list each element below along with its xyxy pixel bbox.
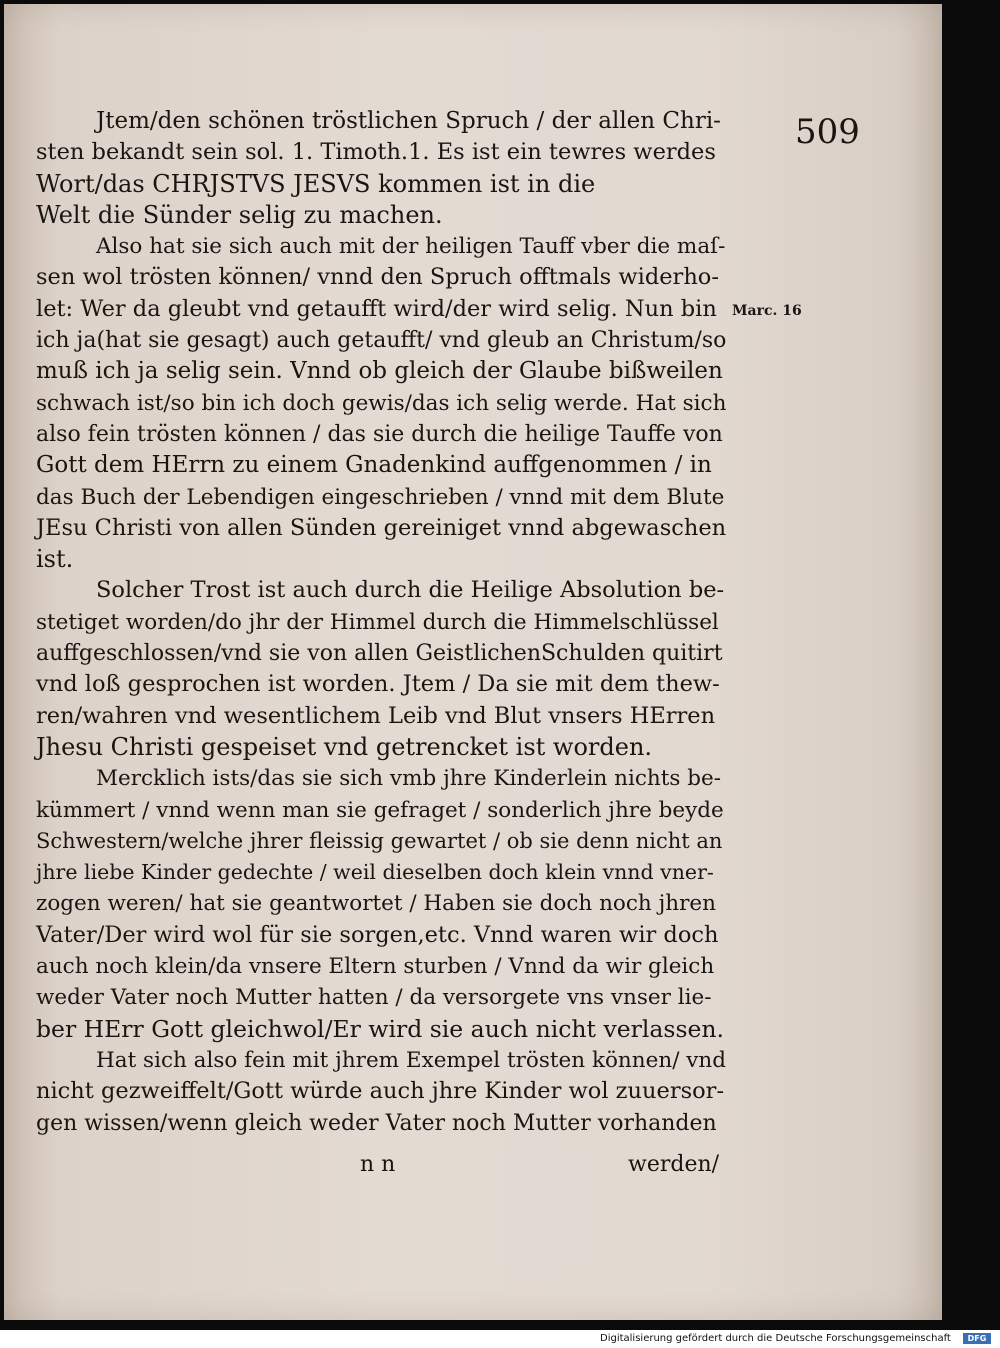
text-line: ber HErr Gott gleichwol/Er wird sie auch nicht verlassen. — [36, 1014, 725, 1043]
text-line: zogen weren/ hat sie geantwortet / Haben sie doch noch jhren — [36, 891, 716, 917]
text-line: Jtem/den schönen tröstlichen Spruch / der allen Chri- — [96, 108, 721, 134]
catchword: werden/ — [628, 1152, 720, 1177]
text-line: Jhesu Christi gespeiset vnd getrencket ist worden. — [36, 732, 653, 761]
text-line: sen wol trösten können/ vnnd den Spruch offtmals widerho- — [36, 264, 719, 291]
text-line: Hat sich also fein mit jhrem Exempel trösten können/ vnd — [96, 1047, 727, 1073]
text-line: vnd loß gesprochen ist worden. Jtem / Da sie mit dem thew- — [36, 671, 720, 698]
text-line: auffgeschlossen/vnd sie von allen GeistlichenSchulden quitirt — [36, 641, 723, 667]
text-line: Solcher Trost ist auch durch die Heilige Absolution be- — [96, 577, 725, 604]
text-line: Welt die Sünder selig zu machen. — [36, 200, 443, 229]
body-text — [36, 106, 726, 1139]
text-line: weder Vater noch Mutter hatten / da versorgete vns vnser lie- — [36, 985, 712, 1011]
text-line: JEsu Christi von allen Sünden gereiniget vnnd abgewaschen — [36, 514, 727, 541]
text-line: das Buch der Lebendigen eingeschrieben / vnnd mit dem Blute — [36, 484, 725, 510]
digitization-credit: Digitalisierung gefördert durch die Deutsche Forschungsgemeinschaft — [600, 1333, 951, 1344]
dfg-logo: DFG — [963, 1333, 991, 1344]
text-line: nicht gezweiffelt/Gott würde auch jhre Kinder wol zuuersor- — [36, 1078, 725, 1105]
text-line: ren/wahren vnd wesentlichem Leib vnd Blut vnsers HErren — [36, 702, 716, 729]
text-line: stetiget worden/do jhr der Himmel durch die Himmelschlüssel — [36, 609, 719, 635]
text-line: Wort/das CHRJSTVS JESVS kommen ist in die — [36, 169, 596, 198]
text-line: gen wissen/wenn gleich weder Vater noch Mutter vorhanden — [36, 1110, 717, 1136]
text-line: Gott dem HErrn zu einem Gnadenkind auffgenommen / in — [36, 452, 712, 479]
text-line: kümmert / vnnd wenn man sie gefraget / sonderlich jhre beyde — [36, 797, 724, 823]
text-line: Vater/Der wird wol für sie sorgen,etc. Vnnd waren wir doch — [36, 921, 719, 948]
text-line: Also hat sie sich auch mit der heiligen Tauff vber die maſ- — [96, 234, 726, 260]
text-line: let: Wer da gleubt vnd getaufft wird/der wird selig. Nun bin — [36, 295, 717, 322]
page-number: 509 — [795, 112, 860, 152]
text-line: ist. — [36, 545, 74, 574]
text-line: ich ja(hat sie gesagt) auch getaufft/ vnd gleub an Christum/so — [36, 328, 727, 354]
text-line: schwach ist/so bin ich doch gewis/das ich selig werde. Hat sich — [36, 390, 727, 416]
signature-mark: n n — [360, 1152, 396, 1177]
text-line: also fein trösten können / das sie durch die heilige Tauffe von — [36, 421, 723, 447]
margin-note: Marc. 16 — [732, 303, 802, 319]
text-line: auch noch klein/da vnsere Eltern sturben / Vnnd da wir gleich — [36, 954, 715, 980]
text-line: muß ich ja selig sein. Vnnd ob gleich der Glaube bißweilen — [36, 358, 723, 385]
text-line: Mercklich ists/das sie sich vmb jhre Kinderlein nichts be- — [96, 766, 721, 792]
text-line: sten bekandt sein sol. 1. Timoth.1. Es ist ein tewres werdes — [36, 139, 716, 166]
text-line: jhre liebe Kinder gedechte / weil dieselben doch klein vnnd vner- — [36, 860, 714, 885]
text-line: Schwestern/welche jhrer fleissig gewartet / ob sie denn nicht an — [36, 828, 723, 853]
